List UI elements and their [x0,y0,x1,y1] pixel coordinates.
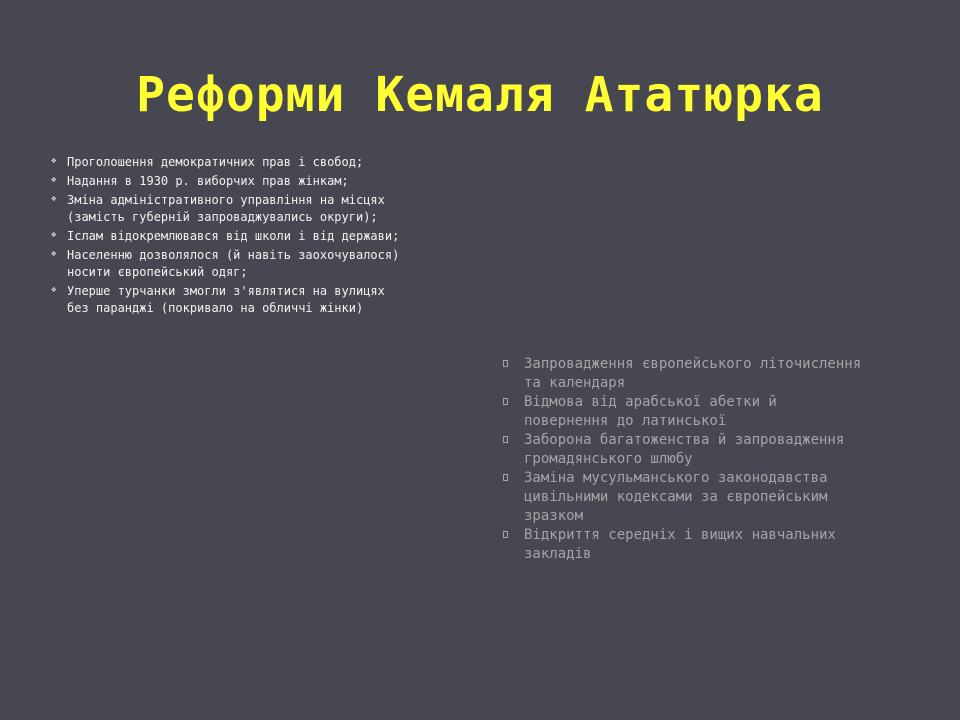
list-item-line: Надання в 1930 р. виборчих прав жінкам; [67,174,349,188]
left-bullet-list [50,154,480,319]
list-item-line: повернення до латинської [524,413,727,429]
right-bullet-list [503,355,923,564]
diamond-bullet-icon: ❖ [51,175,57,185]
diamond-bullet-icon: ❖ [51,230,57,240]
square-bullet-icon [503,436,508,443]
list-item-line: цивільними кодексами за європейським [524,489,828,505]
list-item-line: Уперше турчанки змогли з'являтися на вулицях [67,284,385,298]
list-item [50,173,480,190]
list-item-line: Населенню дозволялося (й навіть заохочувалося) [67,248,400,262]
list-item [503,355,923,393]
list-item-line: Зміна адміністративного управління на місцях [67,193,385,207]
list-item-line: закладів [524,546,592,562]
square-bullet-icon [503,474,508,481]
list-item-line: Відкриття середніх і вищих навчальних [524,527,836,543]
list-item-line: носити європейський одяг; [67,265,248,279]
list-item [50,228,480,245]
list-item-line: та календаря [524,375,626,391]
list-item-line: зразком [524,508,584,524]
square-bullet-icon [503,360,508,367]
list-item-line: Відмова від арабської абетки й [524,394,777,410]
list-item-line: (замість губерній запроваджувались округи); [67,210,378,224]
diamond-bullet-icon: ❖ [51,285,57,295]
list-item-line: Заміна мусульманського законодавства [524,470,828,486]
diamond-bullet-icon: ❖ [51,249,57,259]
list-item-line: Проголошення демократичних прав і свобод; [67,155,364,169]
list-item-line: Заборона багатоженства й запровадження [524,432,845,448]
list-item [503,431,923,469]
diamond-bullet-icon: ❖ [51,194,57,204]
list-item [50,192,480,226]
list-item-line: Запровадження європейського літочислення [524,356,862,372]
list-item [503,393,923,431]
slide-title: Реформи Кемаля Ататюрка [136,67,824,123]
list-item-line: громадянського шлюбу [524,451,693,467]
list-item [503,526,923,564]
list-item-line: без паранджі (покривало на обличчі жінки) [67,301,364,315]
list-item [50,247,480,281]
square-bullet-icon [503,398,508,405]
list-item [50,283,480,317]
diamond-bullet-icon: ❖ [51,156,57,166]
square-bullet-icon [503,531,508,538]
list-item [50,154,480,171]
list-item [503,469,923,526]
list-item-line: Іслам відокремлювався від школи і від держави; [67,229,400,243]
